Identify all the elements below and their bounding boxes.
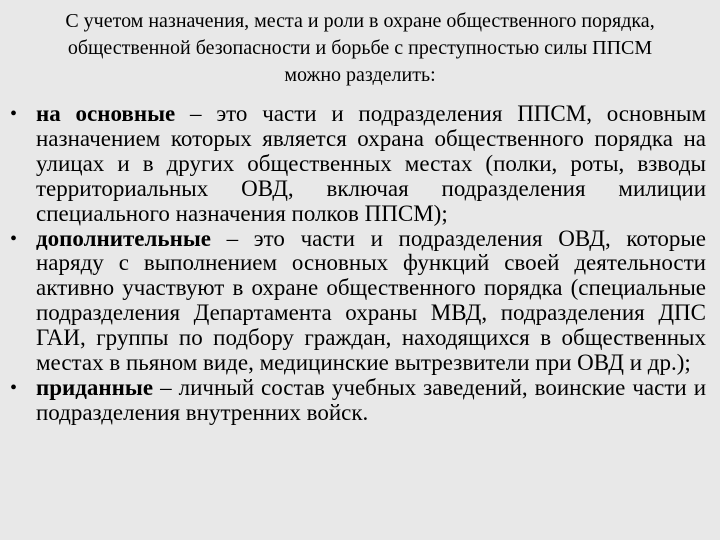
- item-term: на основные: [36, 101, 176, 126]
- item-text: – это части и подразделения ОВД, которые наряду с выполнением основных функций своей деятельности активно участвуют в охране общественного порядка (специальные подразделения Департамента охраны МВД, подразделения ДПС ГАИ, группы по подбору граждан, находящихся в общественных местах в пьяном виде, медицинские вытрезвители при ОВД и др.);: [36, 225, 706, 376]
- item-term: дополнительные: [36, 225, 211, 251]
- list-item-main: [10, 102, 706, 227]
- bullet-list: [10, 102, 706, 426]
- item-text: – это части и подразделения ППСМ, основным назначением которых является охрана общественного порядка на улицах и в других общественных местах (полки, роты, взводы территориальных ОВД, включая подразделения милиции специального назначения полков ППСМ);: [36, 101, 706, 226]
- bullet-icon: •: [10, 227, 18, 250]
- bullet-icon: •: [10, 376, 18, 399]
- item-term: приданные: [36, 374, 154, 400]
- bullet-icon: •: [10, 103, 18, 125]
- list-item-attached: [10, 376, 706, 426]
- item-text: – личный состав учебных заведений, воинские части и подразделения внутренних войск.: [36, 374, 706, 425]
- slide-title: С учетом назначения, места и роли в охране общественного порядка, общественной безопасности и борьбе с преступностью силы ППСМ можно разделить:: [65, 10, 655, 86]
- list-item-additional: [10, 227, 706, 376]
